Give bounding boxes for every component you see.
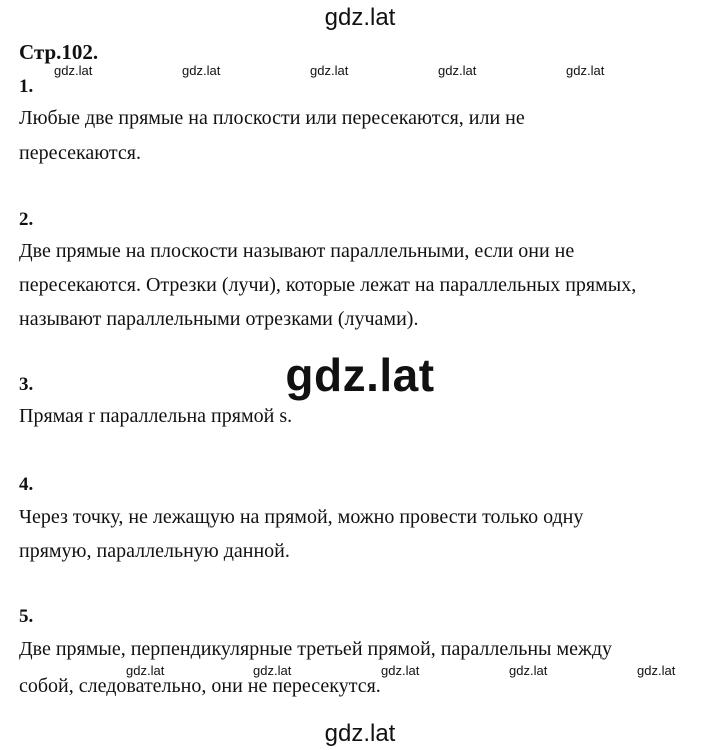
- section-text-line: Через точку, не лежащую на прямой, можно провести только одну: [19, 506, 584, 528]
- watermark-center: gdz.lat: [285, 349, 435, 401]
- section-text-line: Прямая r параллельна прямой s.: [19, 405, 293, 427]
- section-text-line: называют параллельными отрезками (лучами).: [19, 308, 419, 330]
- watermark-small: gdz.lat: [310, 63, 349, 78]
- section-number: 3.: [19, 374, 34, 395]
- section-number: 4.: [19, 474, 34, 495]
- section-text-line: собой, следовательно, они не пересекутся.: [19, 675, 381, 697]
- watermark-small: gdz.lat: [566, 63, 605, 78]
- section-text-line: пересекаются.: [19, 142, 141, 164]
- watermark-small: gdz.lat: [637, 663, 676, 678]
- watermark-small: gdz.lat: [438, 63, 477, 78]
- section-text-line: пересекаются. Отрезки (лучи), которые лежат на параллельных прямых,: [19, 274, 637, 296]
- watermark-small: gdz.lat: [381, 663, 420, 678]
- section-text-line: Две прямые, перпендикулярные третьей прямой, параллельны между: [19, 638, 613, 660]
- watermark-small: gdz.lat: [509, 663, 548, 678]
- watermark-small: gdz.lat: [54, 63, 93, 78]
- watermark-small: gdz.lat: [126, 663, 165, 678]
- section-text-line: прямую, параллельную данной.: [19, 540, 290, 562]
- section-number: 5.: [19, 606, 34, 627]
- watermark-small: gdz.lat: [182, 63, 221, 78]
- watermark-top: gdz.lat: [324, 4, 396, 31]
- section-number: 1.: [19, 76, 34, 97]
- watermark-small: gdz.lat: [253, 663, 292, 678]
- section-text-line: Две прямые на плоскости называют параллельными, если они не: [19, 240, 575, 262]
- page-title: Стр.102.: [19, 40, 99, 64]
- section-number: 2.: [19, 209, 34, 230]
- watermark-bottom: gdz.lat: [324, 720, 396, 747]
- section-text-line: Любые две прямые на плоскости или пересекаются, или не: [19, 107, 525, 129]
